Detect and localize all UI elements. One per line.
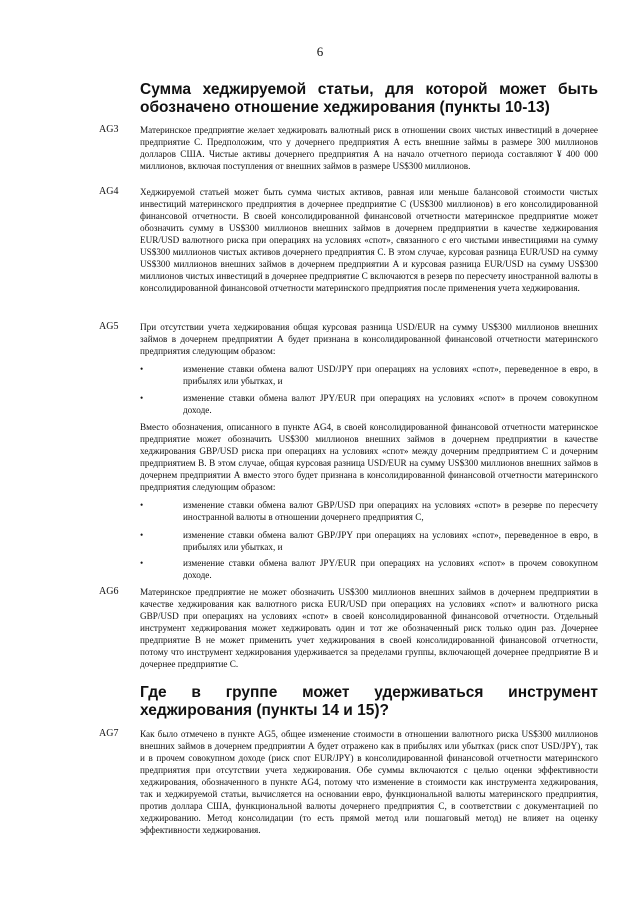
- bullet-item: изменение ставки обмена валют GBP/USD при операциях на условиях «спот» в резерве по пересчету иностранной валюты в отношении дочернего предприятия С,: [183, 500, 598, 522]
- section-heading-hedged-item: Сумма хеджируемой статьи, для которой может быть обозначено отношение хеджирования (пункты 10-13): [140, 81, 598, 116]
- paragraph-ag7: Как было отмечено в пункте AG5, общее изменение стоимости в отношении валютного риска US$300 миллионов внешних займов в дочернем предприятии А будет отражено как в прибылях или убытках (риск спот USD/JPY), так и в прочем совокупном доходе (риск спот EUR/JPY) в консолидированной финансовой отчетности материнского предприятия при отсутствии учета хеджирования. Обе суммы включаются с целью оценки эффективности хеджирования, обозначенного в пункте AG4, потому что изменение в стоимости как инструмента хеджирования, так и хеджируемой статьи, вычисляется на основании евро, функциональной валюты материнского предприятия, против доллара США, функциональной валюты дочернего предприятия С, в соответствии с документацией по хеджированию. Метод консолидации (то есть прямой метод или пошаговый метод) не влияет на оценку эффективности хеджирования.: [140, 729, 598, 835]
- bullet-item: изменение ставки обмена валют JPY/EUR при операциях на условиях «спот» в прочем совокупном доходе.: [183, 558, 598, 580]
- page-number: 6: [316, 44, 324, 59]
- section-heading-hedging-instrument: Где в группе может удерживаться инструмент хеджирования (пункты 14 и 15)?: [140, 684, 598, 719]
- bullet-marker: •: [140, 530, 144, 540]
- paragraph-ag3: Материнское предприятие желает хеджировать валютный риск в отношении своих чистых инвестиций в дочернее предприятие С. Предположим, что у дочернего предприятия А есть внешние займы в размере 300 миллионов долларов США. Чистые активы дочернего предприятия А на начало отчетного периода составляют ¥ 400 000 миллионов, включая поступления от внешних займов в размере US$300 миллионов.: [140, 125, 598, 171]
- paragraph-label-ag3: AG3: [99, 124, 119, 135]
- paragraph-label-ag5: AG5: [99, 321, 119, 332]
- paragraph-ag4: Хеджируемой статьей может быть сумма чистых активов, равная или меньше балансовой стоимости чистых инвестиций материнского предприятия в дочернее предприятие С (US$300 миллионов) в его консолидированной финансовой отчетности. В своей консолидированной финансовой отчетности материнское предприятие может обозначить сумму в US$300 миллионов внешних займов в дочернем предприятии в качестве хеджирования EUR/USD валютного риска при операциях на условиях «спот», связанного с его чистыми инвестициями на сумму US$300 миллионов чистых активов дочернего предприятия С. В этом случае, курсовая разница EUR/USD на сумму US$300 миллионов внешних займов в дочернем предприятии А и курсовая разница EUR/USD на сумму US$300 миллионов чистых инвестиций в дочернее предприятие С включаются в резерв по пересчету иностранной валюты в консолидированной финансовой отчетности материнского предприятия после применения учета хеджирования.: [140, 187, 598, 293]
- bullet-marker: •: [140, 364, 144, 374]
- paragraph-ag5-middle: Вместо обозначения, описанного в пункте AG4, в своей консолидированной финансовой отчетности материнское предприятие может обозначить US$300 миллионов внешних займов в дочернем предприятии в качестве хеджирования GBP/USD риска при операциях на условиях «спот» между дочерним предприятием С и дочерним предприятием В. В этом случае, общая курсовая разница USD/EUR на сумму US$300 миллионов внешних займов в дочернем предприятии А вместо этого будет признана в консолидированной финансовой отчетности материнского предприятия следующим образом:: [140, 422, 598, 492]
- paragraph-label-ag6: AG6: [99, 586, 119, 597]
- bullet-item: изменение ставки обмена валют JPY/EUR при операциях на условиях «спот» в прочем совокупном доходе.: [183, 393, 598, 415]
- paragraph-ag6: Материнское предприятие не может обозначить US$300 миллионов внешних займов в дочернем предприятии в качестве хеджирования как валютного риска EUR/USD при операциях на условиях «спот» и валютного риска GBP/USD при операциях на условиях «спот» в своей консолидированной финансовой отчетности. Отдельный инструмент хеджирования может хеджировать один и тот же обозначенный риск только один раз. Дочернее предприятие В не может применить учет хеджирования в своей консолидированной финансовой отчетности, потому что инструмент хеджирования удерживается за пределами группы, включающей дочернее предприятие В и дочернее предприятие С.: [140, 587, 598, 669]
- paragraph-label-ag7: AG7: [99, 728, 119, 739]
- bullet-marker: •: [140, 558, 144, 568]
- bullet-marker: •: [140, 500, 144, 510]
- paragraph-ag5-intro: При отсутствии учета хеджирования общая курсовая разница USD/EUR на сумму US$300 миллионов внешних займов в дочернем предприятии А будет признана в консолидированной финансовой отчетности материнского предприятия следующим образом:: [140, 322, 598, 356]
- bullet-item: изменение ставки обмена валют GBP/JPY при операциях на условиях «спот», переведенное в евро, в прибылях или убытках, и: [183, 530, 598, 552]
- bullet-item: изменение ставки обмена валют USD/JPY при операциях на условиях «спот», переведенное в евро, в прибылях или убытках, и: [183, 364, 598, 386]
- paragraph-label-ag4: AG4: [99, 186, 119, 197]
- bullet-marker: •: [140, 393, 144, 403]
